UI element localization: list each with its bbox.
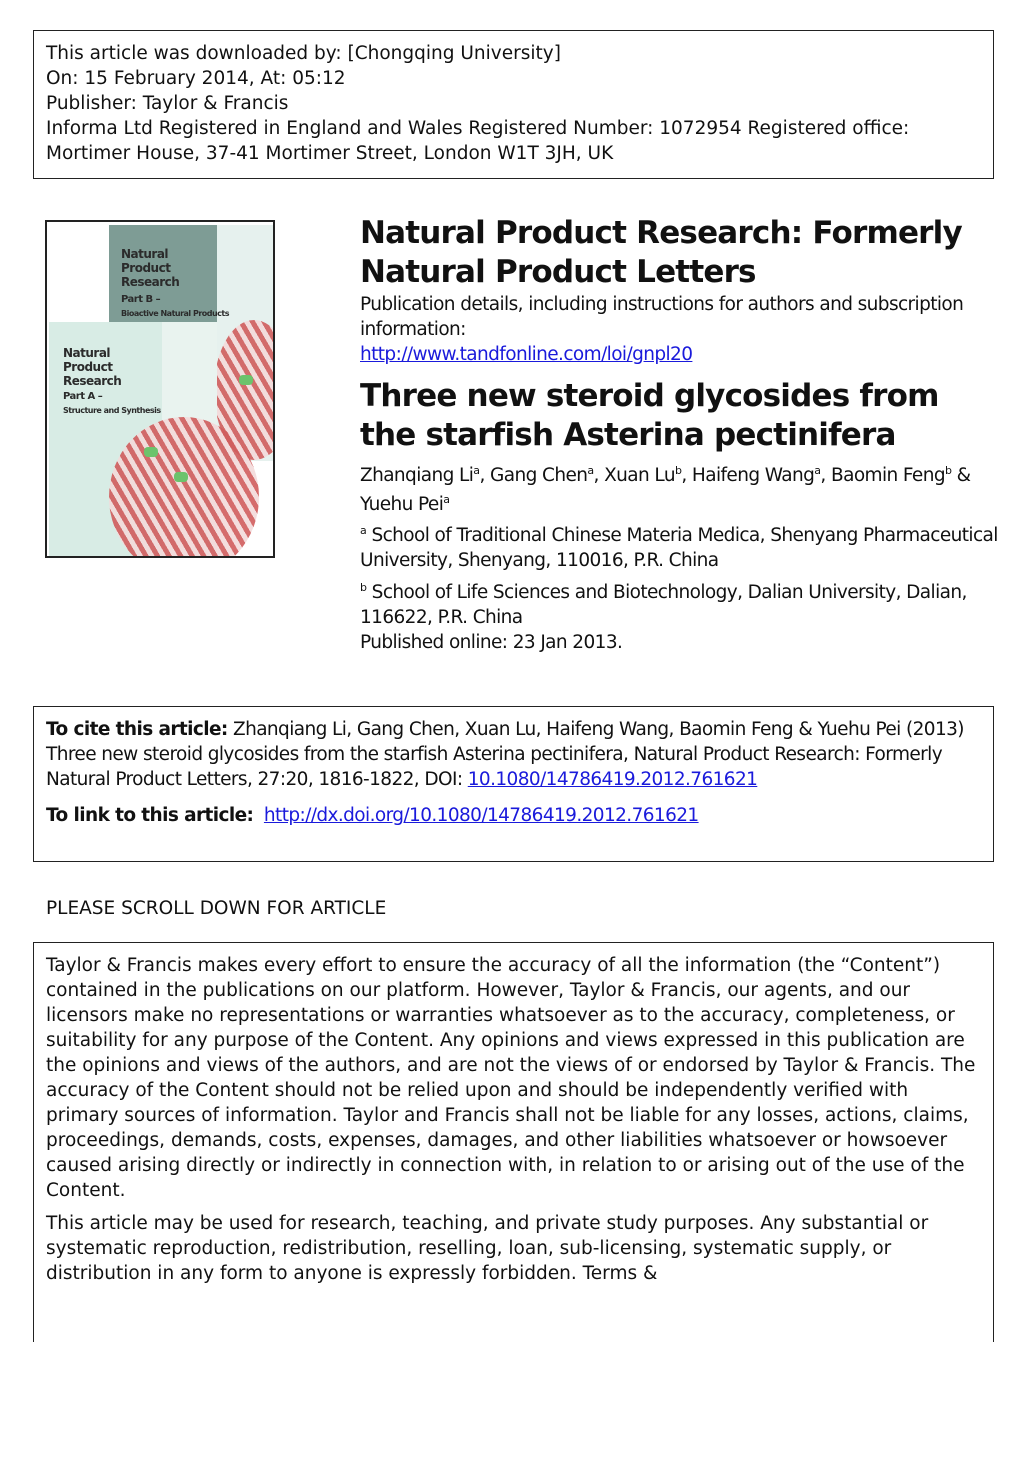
aff-mark: a <box>814 463 821 477</box>
affiliation-text: School of Traditional Chinese Materia Medica, Shenyang Pharmaceutical University, Shenyang, 110016, P.R. China <box>360 525 998 571</box>
disclaimer-paragraph: Taylor & Francis makes every effort to ensure the accuracy of all the information (the “Content”) contained in the publications on our platform. However, Taylor & Francis, our agents, and our licensors make no representations or warranties whatsoever as to the accuracy, completeness, or suitability for any purpose of the Content. Any opinions and views expressed in this publication are the opinions and views of the authors, and are not the views of or endorsed by Taylor & Francis. The accuracy of the Content should not be relied upon and should be independently verified with primary sources of information. Taylor and Francis shall not be liable for any losses, actions, claims, proceedings, demands, costs, expenses, damages, and other liabilities whatsoever or howsoever caused arising directly or indirectly in connection with, in relation to or arising out of the use of the Content. <box>46 955 976 1201</box>
disclaimer-box <box>33 942 994 1342</box>
journal-title: Natural Product Research: Formerly Natural Product Letters <box>360 215 962 290</box>
cover-back-sub: Bioactive Natural Products <box>121 309 230 318</box>
download-info-box <box>33 30 994 179</box>
affiliation-text: School of Life Sciences and Biotechnology, Dalian University, Dalian, 116622, P.R. China <box>360 582 967 628</box>
cite-text: Zhanqiang Li, Gang Chen, Xuan Lu, Haifeng Wang, Baomin Feng & Yuehu Pei (2013) Three new steroid glycosides from the starfish Asterina pectinifera, Natural Product Research: Formerly Natural Product Letters, 27:20, 1816-1822, DOI: <box>46 719 964 790</box>
scroll-notice: PLEASE SCROLL DOWN FOR ARTICLE <box>46 898 387 919</box>
aff-mark: b <box>674 463 682 477</box>
cover-front-part: Part A – <box>63 391 103 402</box>
published-online: Published online: 23 Jan 2013. <box>360 632 623 653</box>
doi-link[interactable]: 10.1080/14786419.2012.761621 <box>467 769 758 790</box>
author: Xuan Lu <box>604 465 675 486</box>
registration: Informa Ltd Registered in England and Wales Registered Number: 1072954 Registered office: Mortimer House, 37-41 Mortimer Street, London W1T 3JH, UK <box>46 118 910 164</box>
cite-label: To cite this article: <box>46 719 228 740</box>
journal-url[interactable]: http://www.tandfonline.com/loi/gnpl20 <box>360 344 693 365</box>
link-label: To link to this article: <box>46 805 254 826</box>
authors: Zhanqiang Li$^a$, Gang Chen$^a$, Xuan Lu$^b$, Haifeng Wang$^a$, Baomin Feng$^b$ & Yuehu Pei$^a$ <box>360 463 971 515</box>
cover-front-title: Natural Product Research <box>63 346 122 388</box>
journal-cover-image <box>45 220 275 558</box>
aff-mark: a <box>473 463 480 477</box>
download-date: On: 15 February 2014, At: 05:12 <box>46 68 346 89</box>
disclaimer-paragraph: This article may be used for research, teaching, and private study purposes. Any substantial or systematic reproduction, redistribution, reselling, loan, sub-licensing, systematic supply, or distribution in any form to anyone is expressly forbidden. Terms & <box>46 1213 929 1284</box>
aff-mark: a <box>443 492 450 506</box>
download-line: This article was downloaded by: [Chongqing University] <box>46 43 561 64</box>
article-link[interactable]: http://dx.doi.org/10.1080/14786419.2012.761621 <box>263 805 699 826</box>
citation-box <box>33 706 994 862</box>
aff-mark: b <box>360 580 367 594</box>
article-header <box>360 214 1000 655</box>
aff-mark: a <box>587 463 594 477</box>
cover-front-sub: Structure and Synthesis <box>63 406 161 415</box>
cover-back-part: Part B – <box>121 294 161 305</box>
publisher: Publisher: Taylor & Francis <box>46 93 289 114</box>
article-title: Three new steroid glycosides from the starfish Asterina pectinifera <box>360 378 939 453</box>
author: Gang Chen <box>490 465 588 486</box>
author: Yuehu Pei <box>360 494 444 515</box>
author: Baomin Feng <box>830 465 945 486</box>
author: Haifeng Wang <box>691 465 815 486</box>
publication-details: Publication details, including instructions for authors and subscription information: <box>360 294 964 340</box>
affiliation-a <box>360 523 1000 573</box>
author: Zhanqiang Li <box>360 465 474 486</box>
affiliation-b <box>360 580 1000 630</box>
cover-front <box>49 322 217 558</box>
aff-mark: b <box>944 463 952 477</box>
aff-mark: a <box>360 523 367 537</box>
cover-back-title: Natural Product Research <box>121 247 180 289</box>
